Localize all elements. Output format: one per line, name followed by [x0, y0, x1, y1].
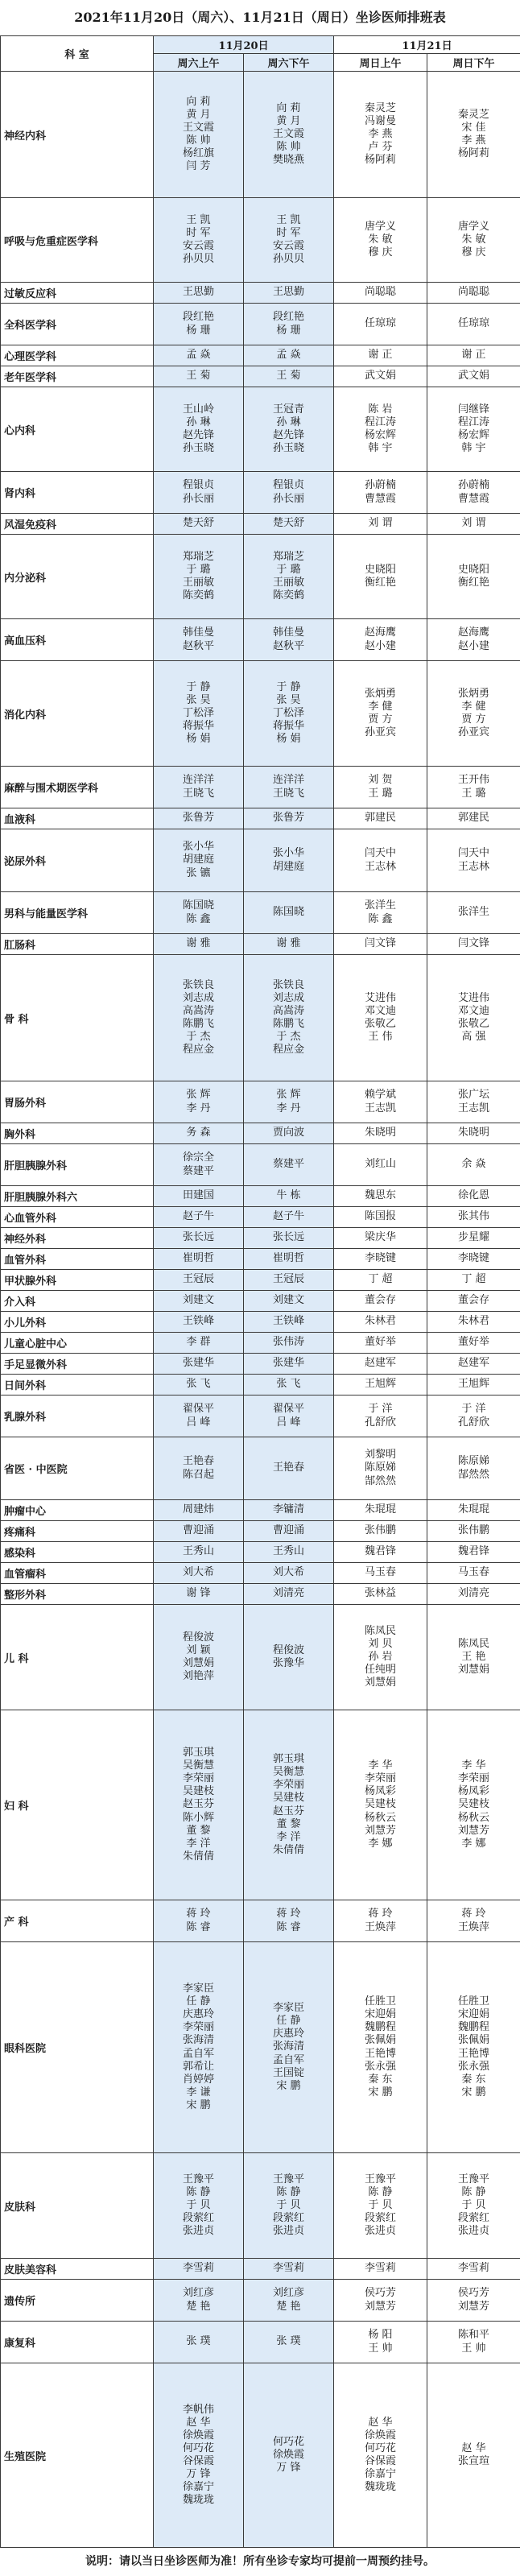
doctor-list-sat-pm: 贾向波	[244, 1123, 334, 1144]
doctor-list-sun-am: 任胜卫 宋迎娟 魏鹏程 张佩娟 王艳博 张永强 秦 东 宋 鹏	[334, 1942, 427, 2153]
doctor-list-sat-pm: 郭玉琪 吴衡慧 李荣丽 吴建枝 赵玉芬 董 黎 李 洋 朱倩倩	[244, 1710, 334, 1900]
doctor-list-sun-am: 杨 阳 王 帅	[334, 2322, 427, 2363]
doctor-list-sat-am: 王豫平 陈 静 于 贝 段萦红 张进贞	[154, 2153, 244, 2259]
doctor-list-sat-pm: 王思勤	[244, 283, 334, 304]
doctor-list-sun-pm: 赵建军	[427, 1354, 520, 1375]
doctor-list-sat-pm: 王冠青 孙 琳 赵先锋 孙玉晓	[244, 387, 334, 472]
schedule-row	[1, 1900, 520, 1942]
doctor-list-sat-am: 张 飞	[154, 1375, 244, 1396]
doctor-list-sat-am: 王 菊	[154, 366, 244, 387]
schedule-row	[1, 2153, 520, 2259]
doctor-list-sat-am: 张 璞	[154, 2322, 244, 2363]
doctor-list-sun-pm: 张广坛 王志凯	[427, 1081, 520, 1123]
schedule-row	[1, 2259, 520, 2280]
department-name: 产 科	[1, 1900, 154, 1942]
department-name: 心血管外科	[1, 1207, 154, 1228]
doctor-list-sat-am: 连洋洋 王晓飞	[154, 767, 244, 808]
doctor-list-sat-am: 程俊波 刘 颖 刘慧娟 刘艳萍	[154, 1605, 244, 1710]
doctor-list-sat-pm: 张长远	[244, 1228, 334, 1249]
doctor-list-sat-am: 王铁峰	[154, 1312, 244, 1333]
doctor-list-sun-pm: 刘清亮	[427, 1584, 520, 1605]
doctor-list-sun-am: 刘红山	[334, 1144, 427, 1186]
doctor-list-sat-am: 于 静 张 昊 丁松泽 蒋振华 杨 娟	[154, 661, 244, 767]
department-name: 泌尿外科	[1, 829, 154, 892]
department-name: 骨 科	[1, 955, 154, 1081]
doctor-list-sat-am: 张建华	[154, 1354, 244, 1375]
doctor-list-sun-am: 任琼琼	[334, 304, 427, 345]
doctor-list-sat-pm: 张小华 胡建庭	[244, 829, 334, 892]
doctor-list-sun-am: 李 华 李荣丽 杨凤彩 吴建枝 杨秋云 刘慧芳 李 娜	[334, 1710, 427, 1900]
department-name: 皮肤美容科	[1, 2259, 154, 2280]
doctor-list-sat-pm: 蒋 玲 陈 睿	[244, 1900, 334, 1942]
schedule-row	[1, 1500, 520, 1521]
department-name: 手足显微外科	[1, 1354, 154, 1375]
footer-note: 说明：请以当日坐诊医师为准！所有坐诊专家均可提前一周预约挂号。	[85, 2555, 435, 2568]
doctor-list-sun-am: 赵海鹰 赵小建	[334, 619, 427, 661]
doctor-list-sun-pm: 蒋 玲 王焕萍	[427, 1900, 520, 1942]
doctor-list-sat-am: 王秀山	[154, 1542, 244, 1563]
doctor-list-sat-am: 周建炜	[154, 1500, 244, 1521]
doctor-list-sun-pm: 刘 谓	[427, 514, 520, 535]
department-name: 心理医学科	[1, 345, 154, 366]
doctor-list-sun-pm: 闫天中 王志林	[427, 829, 520, 892]
doctor-list-sat-am: 刘建文	[154, 1291, 244, 1312]
doctor-list-sun-pm: 张洋生	[427, 892, 520, 934]
doctor-list-sat-pm: 张伟涛	[244, 1333, 334, 1354]
doctor-list-sat-am: 崔明哲	[154, 1249, 244, 1270]
doctor-list-sat-pm: 牛 栋	[244, 1186, 334, 1207]
doctor-list-sun-pm: 侯巧芳 刘慧芳	[427, 2280, 520, 2322]
schedule-row	[1, 1354, 520, 1375]
doctor-list-sun-pm: 赵海鹰 赵小建	[427, 619, 520, 661]
schedule-row	[1, 1542, 520, 1563]
doctor-list-sun-am: 王旭辉	[334, 1375, 427, 1396]
schedule-row	[1, 2363, 520, 2548]
doctor-list-sun-pm: 王旭辉	[427, 1375, 520, 1396]
doctor-list-sun-am: 李雪莉	[334, 2259, 427, 2280]
department-name: 高血压科	[1, 619, 154, 661]
doctor-list-sun-pm: 艾进伟 邓文迪 张敬乙 高 强	[427, 955, 520, 1081]
doctor-list-sat-pm: 何巧花 徐焕霞 万 锋	[244, 2363, 334, 2548]
doctor-list-sat-pm: 张 飞	[244, 1375, 334, 1396]
doctor-list-sun-pm: 赵 华 张宣瑄	[427, 2363, 520, 2548]
doctor-list-sun-am: 魏君锋	[334, 1542, 427, 1563]
doctor-list-sat-am: 孟 焱	[154, 345, 244, 366]
department-name: 过敏反应科	[1, 283, 154, 304]
doctor-list-sat-pm: 向 莉 黄 月 王文霞 陈 帅 樊晓燕	[244, 72, 334, 198]
doctor-list-sun-am: 孙蔚楠 曹慧霞	[334, 472, 427, 514]
doctor-list-sat-am: 程银贞 孙长丽	[154, 472, 244, 514]
department-name: 康复科	[1, 2322, 154, 2363]
schedule-row	[1, 387, 520, 472]
doctor-list-sat-pm: 孟 焱	[244, 345, 334, 366]
doctor-list-sat-am: 向 莉 黄 月 王文霞 陈 帅 杨红旗 闫 芳	[154, 72, 244, 198]
schedule-row	[1, 1375, 520, 1396]
schedule-body	[1, 72, 520, 2548]
doctor-list-sun-pm: 余 焱	[427, 1144, 520, 1186]
doctor-list-sat-am: 张鲁芳	[154, 808, 244, 829]
schedule-row	[1, 1563, 520, 1584]
doctor-list-sat-pm: 程俊波 张豫华	[244, 1605, 334, 1710]
doctor-list-sun-pm: 谢 正	[427, 345, 520, 366]
schedule-row	[1, 535, 520, 619]
doctor-list-sat-pm: 王豫平 陈 静 于 贝 段萦红 张进贞	[244, 2153, 334, 2259]
schedule-row	[1, 619, 520, 661]
doctor-list-sat-am: 徐宗全 蔡建平	[154, 1144, 244, 1186]
doctor-list-sun-pm: 任琼琼	[427, 304, 520, 345]
doctor-list-sat-am: 郑瑞芝 于 璐 王丽敏 陈奕鹤	[154, 535, 244, 619]
department-name: 麻醉与围术期医学科	[1, 767, 154, 808]
doctor-list-sat-am: 张长远	[154, 1228, 244, 1249]
schedule-row	[1, 892, 520, 934]
schedule-row	[1, 198, 520, 283]
doctor-list-sun-am: 王豫平 陈 静 于 贝 段萦红 张进贞	[334, 2153, 427, 2259]
doctor-list-sat-am: 王冠辰	[154, 1270, 244, 1291]
doctor-list-sun-am: 张炳勇 李 健 贾 方 孙亚宾	[334, 661, 427, 767]
doctor-list-sat-pm: 刘大希	[244, 1563, 334, 1584]
schedule-row	[1, 1207, 520, 1228]
doctor-list-sun-pm: 李 华 李荣丽 杨凤彩 吴建枝 杨秋云 刘慧芳 李 娜	[427, 1710, 520, 1900]
department-name: 儿童心脏中心	[1, 1333, 154, 1354]
schedule-row	[1, 345, 520, 366]
session-header-sun-am: 周日上午	[334, 54, 427, 72]
doctor-list-sat-pm: 郑瑞芝 于 璐 王丽敏 陈奕鹤	[244, 535, 334, 619]
department-name: 肝胆胰腺外科六	[1, 1186, 154, 1207]
schedule-row	[1, 1584, 520, 1605]
schedule-row	[1, 1123, 520, 1144]
department-name: 血管外科	[1, 1249, 154, 1270]
department-name: 血液科	[1, 808, 154, 829]
department-name: 呼吸与危重症医学科	[1, 198, 154, 283]
doctor-list-sun-pm: 陈原娣 郜然然	[427, 1437, 520, 1500]
doctor-list-sun-pm: 张炳勇 李 健 贾 方 孙亚宾	[427, 661, 520, 767]
doctor-list-sat-am: 王艳春 陈召起	[154, 1437, 244, 1500]
page-title: 2021年11月20日（周六）、11月21日（周日）坐诊医师排班表	[74, 10, 446, 25]
doctor-list-sun-pm: 秦灵芝 宋 佳 李 燕 杨阿莉	[427, 72, 520, 198]
schedule-row	[1, 1081, 520, 1123]
department-name: 乳腺外科	[1, 1396, 154, 1437]
doctor-list-sat-pm: 王艳春	[244, 1437, 334, 1500]
doctor-list-sun-pm: 张其伟	[427, 1207, 520, 1228]
doctor-list-sun-am: 丁 超	[334, 1270, 427, 1291]
doctor-list-sat-pm: 王秀山	[244, 1542, 334, 1563]
doctor-list-sat-pm: 张铁良 刘志成 高嵩涛 陈鹏飞 于 杰 程应金	[244, 955, 334, 1081]
doctor-list-sun-am: 于 洋 孔舒欣	[334, 1396, 427, 1437]
schedule-row	[1, 1333, 520, 1354]
doctor-list-sun-am: 陈国报	[334, 1207, 427, 1228]
doctor-list-sat-pm: 谢 雅	[244, 934, 334, 955]
doctor-list-sun-pm: 朱林君	[427, 1312, 520, 1333]
doctor-list-sat-am: 王 凯 时 军 安云霞 孙贝贝	[154, 198, 244, 283]
doctor-list-sun-am: 梁庆华	[334, 1228, 427, 1249]
department-name: 神经外科	[1, 1228, 154, 1249]
department-name: 老年医学科	[1, 366, 154, 387]
schedule-row	[1, 1291, 520, 1312]
doctor-list-sun-am: 蒋 玲 王焕萍	[334, 1900, 427, 1942]
schedule-table	[0, 35, 520, 2548]
department-name: 眼科医院	[1, 1942, 154, 2153]
schedule-row	[1, 1270, 520, 1291]
doctor-list-sat-am: 翟保平 吕 峰	[154, 1396, 244, 1437]
schedule-row	[1, 1144, 520, 1186]
doctor-list-sun-pm: 于 洋 孔舒欣	[427, 1396, 520, 1437]
doctor-list-sun-pm: 步星耀	[427, 1228, 520, 1249]
doctor-list-sun-pm: 史晓阳 衡红艳	[427, 535, 520, 619]
doctor-list-sun-pm: 闫文锋	[427, 934, 520, 955]
doctor-list-sun-am: 马玉春	[334, 1563, 427, 1584]
doctor-list-sun-pm: 张伟鹏	[427, 1521, 520, 1542]
doctor-list-sat-pm: 连洋洋 王晓飞	[244, 767, 334, 808]
schedule-row	[1, 1437, 520, 1500]
doctor-list-sun-pm: 闫继锋 程江涛 杨宏辉 韩 宇	[427, 387, 520, 472]
session-header-sat-pm: 周六下午	[244, 54, 334, 72]
department-name: 胸外科	[1, 1123, 154, 1144]
department-name: 疼痛科	[1, 1521, 154, 1542]
doctor-list-sun-pm: 任胜卫 宋迎娟 魏鹏程 张佩娟 王艳博 张永强 秦 东 宋 鹏	[427, 1942, 520, 2153]
doctor-list-sun-am: 刘黎明 陈原娣 郜然然	[334, 1437, 427, 1500]
department-name: 心内科	[1, 387, 154, 472]
doctor-list-sun-am: 赖学斌 王志凯	[334, 1081, 427, 1123]
doctor-list-sun-am: 李晓键	[334, 1249, 427, 1270]
doctor-list-sat-pm: 韩佳曼 赵秋平	[244, 619, 334, 661]
department-name: 生殖医院	[1, 2363, 154, 2548]
doctor-list-sun-pm: 王豫平 陈 静 于 贝 段萦红 张进贞	[427, 2153, 520, 2259]
doctor-list-sun-pm: 朱琨琨	[427, 1500, 520, 1521]
doctor-list-sat-am: 蒋 玲 陈 睿	[154, 1900, 244, 1942]
department-name: 介入科	[1, 1291, 154, 1312]
department-name: 省医 · 中医院	[1, 1437, 154, 1500]
doctor-list-sat-pm: 段红艳 杨 珊	[244, 304, 334, 345]
doctor-list-sat-am: 李雪莉	[154, 2259, 244, 2280]
doctor-list-sat-am: 曹迎涌	[154, 1521, 244, 1542]
doctor-list-sun-pm: 孙蔚楠 曹慧霞	[427, 472, 520, 514]
doctor-list-sun-pm: 徐化恩	[427, 1186, 520, 1207]
doctor-list-sat-pm: 刘清亮	[244, 1584, 334, 1605]
doctor-list-sun-pm: 董好举	[427, 1333, 520, 1354]
doctor-list-sat-am: 刘大希	[154, 1563, 244, 1584]
schedule-row	[1, 2322, 520, 2363]
department-name: 血管瘤科	[1, 1563, 154, 1584]
doctor-list-sat-am: 王思勤	[154, 283, 244, 304]
doctor-list-sun-am: 张洋生 陈 鑫	[334, 892, 427, 934]
department-name: 肛肠科	[1, 934, 154, 955]
schedule-row	[1, 829, 520, 892]
doctor-list-sun-am: 陈凤民 刘 贝 孙 岩 任纯明 刘慧娟	[334, 1605, 427, 1710]
schedule-row	[1, 1186, 520, 1207]
doctor-list-sun-am: 魏思东	[334, 1186, 427, 1207]
schedule-row	[1, 1521, 520, 1542]
doctor-list-sun-am: 朱晓明	[334, 1123, 427, 1144]
doctor-list-sat-am: 谢 雅	[154, 934, 244, 955]
schedule-row	[1, 72, 520, 198]
doctor-list-sun-am: 武文娟	[334, 366, 427, 387]
doctor-list-sat-am: 韩佳曼 赵秋平	[154, 619, 244, 661]
doctor-list-sun-am: 刘 谓	[334, 514, 427, 535]
doctor-list-sat-am: 郭玉琪 吴衡慧 李荣丽 吴建枝 赵玉芬 陈小辉 董 黎 李 洋 朱倩倩	[154, 1710, 244, 1900]
department-name: 消化内科	[1, 661, 154, 767]
department-name: 神经内科	[1, 72, 154, 198]
schedule-row	[1, 1249, 520, 1270]
doctor-list-sat-am: 李家臣 任 静 庆惠玲 李荣丽 张海清 孟自军 郭希让 肖婷婷 李 谦 宋 鹏	[154, 1942, 244, 2153]
doctor-list-sat-pm: 王铁峰	[244, 1312, 334, 1333]
doctor-list-sat-am: 王山岭 孙 琳 赵先锋 孙玉晓	[154, 387, 244, 472]
doctor-list-sun-am: 尚聪聪	[334, 283, 427, 304]
doctor-list-sun-am: 艾进伟 邓文迪 张敬乙 王 伟	[334, 955, 427, 1081]
doctor-list-sat-am: 楚天舒	[154, 514, 244, 535]
department-name: 整形外科	[1, 1584, 154, 1605]
doctor-list-sun-pm: 李雪莉	[427, 2259, 520, 2280]
doctor-list-sat-am: 谢 锋	[154, 1584, 244, 1605]
department-name: 小儿外科	[1, 1312, 154, 1333]
doctor-list-sat-pm: 王 凯 时 军 安云霞 孙贝贝	[244, 198, 334, 283]
schedule-row	[1, 366, 520, 387]
doctor-list-sat-pm: 张 辉 李 丹	[244, 1081, 334, 1123]
doctor-list-sun-pm: 陈凤民 王 艳 刘慧娟	[427, 1605, 520, 1710]
schedule-row	[1, 1312, 520, 1333]
schedule-row	[1, 1396, 520, 1437]
doctor-list-sun-am: 朱琨琨	[334, 1500, 427, 1521]
schedule-row	[1, 1710, 520, 1900]
department-name: 肝胆胰腺外科	[1, 1144, 154, 1186]
doctor-list-sun-pm: 郭建民	[427, 808, 520, 829]
doctor-list-sat-am: 赵子牛	[154, 1207, 244, 1228]
doctor-list-sun-pm: 丁 超	[427, 1270, 520, 1291]
department-name: 肿瘤中心	[1, 1500, 154, 1521]
doctor-list-sat-pm: 李家臣 任 静 庆惠玲 张海清 孟自军 王国锭 宋 鹏	[244, 1942, 334, 2153]
doctor-list-sat-pm: 李镛清	[244, 1500, 334, 1521]
dept-column-header: 科 室	[1, 36, 154, 72]
schedule-row	[1, 767, 520, 808]
doctor-list-sun-am: 刘 贺 王 璐	[334, 767, 427, 808]
doctor-list-sun-am: 唐学义 朱 敏 穆 庆	[334, 198, 427, 283]
schedule-row	[1, 472, 520, 514]
doctor-list-sat-pm: 翟保平 吕 峰	[244, 1396, 334, 1437]
schedule-row	[1, 955, 520, 1081]
department-name: 妇 科	[1, 1710, 154, 1900]
date-header-sunday: 11月21日	[334, 36, 520, 54]
doctor-list-sat-am: 务 森	[154, 1123, 244, 1144]
doctor-list-sun-pm: 董会存	[427, 1291, 520, 1312]
doctor-list-sun-am: 张伟鹏	[334, 1521, 427, 1542]
doctor-list-sun-am: 史晓阳 衡红艳	[334, 535, 427, 619]
doctor-list-sat-am: 田建国	[154, 1186, 244, 1207]
doctor-list-sun-am: 赵建军	[334, 1354, 427, 1375]
doctor-list-sat-pm: 刘红彦 楚 艳	[244, 2280, 334, 2322]
doctor-list-sat-am: 张小华 胡建庭 张 镳	[154, 829, 244, 892]
doctor-list-sat-pm: 李雪莉	[244, 2259, 334, 2280]
schedule-row	[1, 1605, 520, 1710]
doctor-list-sun-am: 郭建民	[334, 808, 427, 829]
doctor-list-sun-pm: 陈和平 王 帅	[427, 2322, 520, 2363]
schedule-row	[1, 2280, 520, 2322]
doctor-list-sat-am: 李帆伟 赵 华 徐焕霞 何巧花 谷保霞 万 锋 徐嘉宁 魏珑珑	[154, 2363, 244, 2548]
doctor-list-sat-pm: 曹迎涌	[244, 1521, 334, 1542]
department-name: 儿 科	[1, 1605, 154, 1710]
date-header-saturday: 11月20日	[154, 36, 334, 54]
doctor-list-sun-am: 闫文锋	[334, 934, 427, 955]
doctor-list-sun-am: 董好举	[334, 1333, 427, 1354]
department-name: 内分泌科	[1, 535, 154, 619]
doctor-list-sun-am: 谢 正	[334, 345, 427, 366]
department-name: 皮肤科	[1, 2153, 154, 2259]
doctor-list-sat-pm: 张 璞	[244, 2322, 334, 2363]
session-header-sun-pm: 周日下午	[427, 54, 520, 72]
department-name: 遗传所	[1, 2280, 154, 2322]
department-name: 肾内科	[1, 472, 154, 514]
doctor-list-sat-am: 张 辉 李 丹	[154, 1081, 244, 1123]
doctor-list-sat-pm: 陈国晓	[244, 892, 334, 934]
doctor-list-sun-pm: 朱晓明	[427, 1123, 520, 1144]
department-name: 日间外科	[1, 1375, 154, 1396]
department-name: 感染科	[1, 1542, 154, 1563]
doctor-list-sun-pm: 魏君锋	[427, 1542, 520, 1563]
doctor-list-sat-pm: 楚天舒	[244, 514, 334, 535]
doctor-list-sat-am: 李 群	[154, 1333, 244, 1354]
doctor-list-sat-pm: 王冠辰	[244, 1270, 334, 1291]
doctor-list-sat-pm: 张建华	[244, 1354, 334, 1375]
doctor-list-sat-am: 陈国晓 陈 鑫	[154, 892, 244, 934]
doctor-list-sat-pm: 张鲁芳	[244, 808, 334, 829]
schedule-row	[1, 808, 520, 829]
doctor-list-sat-am: 刘红彦 楚 艳	[154, 2280, 244, 2322]
doctor-list-sat-am: 段红艳 杨 珊	[154, 304, 244, 345]
schedule-row	[1, 304, 520, 345]
doctor-list-sun-pm: 马玉春	[427, 1563, 520, 1584]
doctor-list-sun-am: 赵 华 徐焕霞 何巧花 谷保霞 徐嘉宁 魏珑珑	[334, 2363, 427, 2548]
doctor-list-sun-pm: 武文娟	[427, 366, 520, 387]
department-name: 全科医学科	[1, 304, 154, 345]
doctor-list-sun-am: 张林益	[334, 1584, 427, 1605]
doctor-list-sat-am: 张铁良 刘志成 高嵩涛 陈鹏飞 于 杰 程应金	[154, 955, 244, 1081]
schedule-row	[1, 661, 520, 767]
doctor-list-sun-am: 侯巧芳 刘慧芳	[334, 2280, 427, 2322]
doctor-list-sat-pm: 赵子牛	[244, 1207, 334, 1228]
session-header-sat-am: 周六上午	[154, 54, 244, 72]
schedule-row	[1, 514, 520, 535]
doctor-list-sun-am: 陈 岩 程江涛 杨宏辉 韩 宇	[334, 387, 427, 472]
doctor-list-sun-pm: 尚聪聪	[427, 283, 520, 304]
schedule-row	[1, 1228, 520, 1249]
doctor-list-sat-pm: 蔡建平	[244, 1144, 334, 1186]
doctor-list-sat-pm: 程银贞 孙长丽	[244, 472, 334, 514]
doctor-list-sun-pm: 李晓键	[427, 1249, 520, 1270]
doctor-list-sun-pm: 唐学义 朱 敏 穆 庆	[427, 198, 520, 283]
department-name: 男科与能量医学科	[1, 892, 154, 934]
doctor-list-sat-pm: 王 菊	[244, 366, 334, 387]
schedule-row	[1, 934, 520, 955]
doctor-list-sun-am: 秦灵芝 冯谢曼 李 燕 卢 芬 杨阿莉	[334, 72, 427, 198]
doctor-list-sun-am: 闫天中 王志林	[334, 829, 427, 892]
schedule-row	[1, 1942, 520, 2153]
doctor-list-sat-pm: 崔明哲	[244, 1249, 334, 1270]
doctor-list-sun-am: 董会存	[334, 1291, 427, 1312]
doctor-list-sat-pm: 于 静 张 昊 丁松泽 蒋振华 杨 娟	[244, 661, 334, 767]
doctor-list-sat-pm: 刘建文	[244, 1291, 334, 1312]
schedule-row	[1, 283, 520, 304]
doctor-list-sun-am: 朱林君	[334, 1312, 427, 1333]
department-name: 胃肠外科	[1, 1081, 154, 1123]
department-name: 甲状腺外科	[1, 1270, 154, 1291]
doctor-list-sun-pm: 王开伟 王 璐	[427, 767, 520, 808]
department-name: 风湿免疫科	[1, 514, 154, 535]
